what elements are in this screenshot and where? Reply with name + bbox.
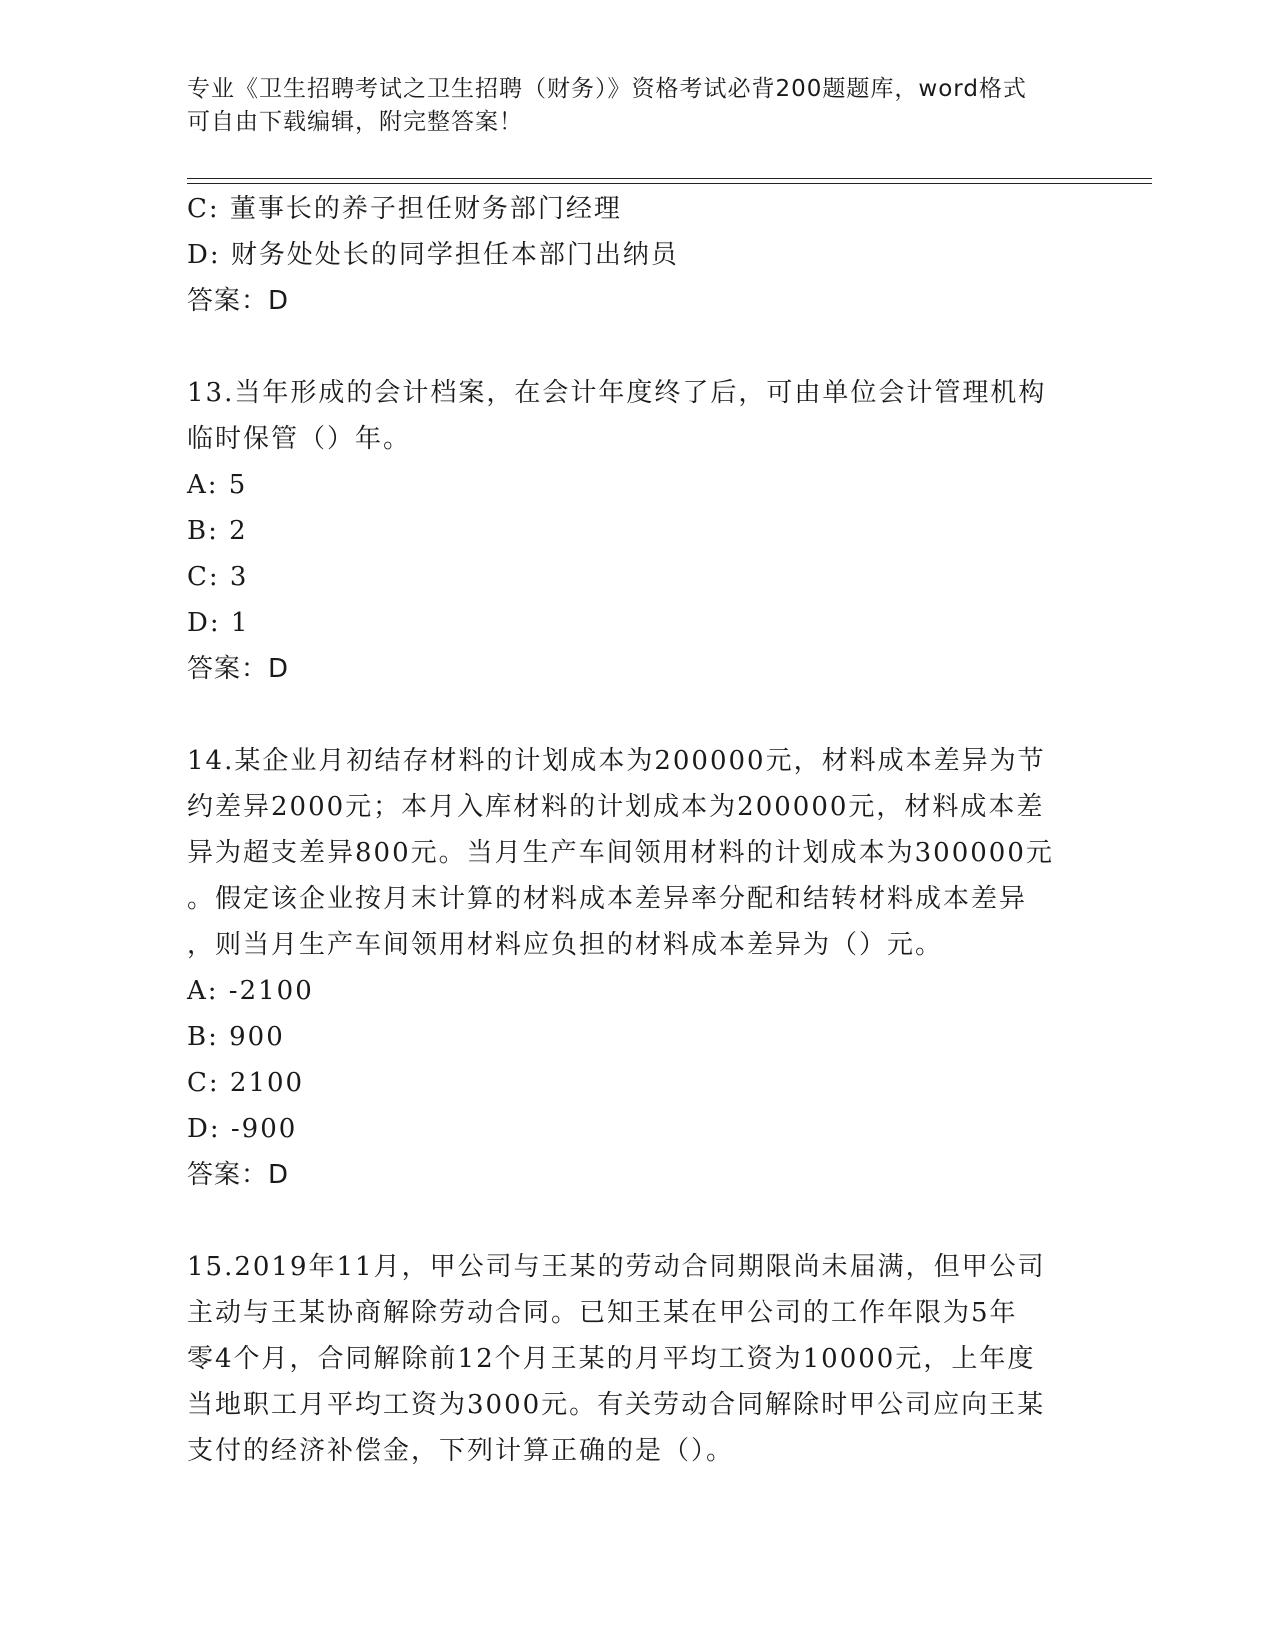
- q14-option-a: A: -2100: [187, 976, 314, 1006]
- spacer: [187, 692, 1087, 738]
- q15-stem-line: 零4个月，合同解除前12个月王某的月平均工资为10000元，上年度: [187, 1344, 1036, 1374]
- q14-option-d: D: -900: [187, 1114, 298, 1144]
- q14-stem-line: 约差异2000元；本月入库材料的计划成本为200000元，材料成本差: [187, 792, 1045, 822]
- q13-stem-line: 13.当年形成的会计档案，在会计年度终了后，可由单位会计管理机构: [187, 378, 1047, 408]
- header-title-line-2: 可自由下载编辑，附完整答案！: [187, 109, 523, 135]
- q14-stem-line: 14.某企业月初结存材料的计划成本为200000元，材料成本差异为节: [187, 746, 1046, 776]
- document-body: [187, 186, 1087, 1474]
- q14-stem-line: 。假定该企业按月末计算的材料成本差异率分配和结转材料成本差异: [187, 884, 1028, 914]
- q13-option-c: C: 3: [187, 562, 249, 592]
- q15-stem-line: 支付的经济补偿金，下列计算正确的是（）。: [187, 1436, 735, 1466]
- q13-stem-line: 临时保管（）年。: [187, 424, 412, 454]
- q13-option-b: B: 2: [187, 516, 248, 546]
- spacer: [187, 324, 1087, 370]
- q14-answer: 答案：D: [187, 1160, 290, 1190]
- page-header: [187, 73, 1067, 139]
- q15-stem-line: 主动与王某协商解除劳动合同。已知王某在甲公司的工作年限为5年: [187, 1298, 1018, 1328]
- header-divider-bottom: [187, 183, 1152, 184]
- q12-answer: 答案：D: [187, 286, 290, 316]
- q14-option-c: C: 2100: [187, 1068, 305, 1098]
- q12-option-c: C: 董事长的养子担任财务部门经理: [187, 194, 622, 224]
- question-13: [187, 370, 1087, 692]
- q14-option-b: B: 900: [187, 1022, 285, 1052]
- q12-option-d: D: 财务处处长的同学担任本部门出纳员: [187, 240, 679, 270]
- q13-option-d: D: 1: [187, 608, 250, 638]
- header-divider-top: [187, 178, 1152, 179]
- question-14: [187, 738, 1087, 1198]
- q13-answer: 答案：D: [187, 654, 290, 684]
- q13-option-a: A: 5: [187, 470, 248, 500]
- q14-stem-line: 异为超支差异800元。当月生产车间领用材料的计划成本为300000元: [187, 838, 1054, 868]
- spacer: [187, 1198, 1087, 1244]
- q14-stem-line: ，则当月生产车间领用材料应负担的材料成本差异为（）元。: [187, 930, 944, 960]
- question-15: [187, 1244, 1087, 1474]
- question-12: [187, 186, 1087, 324]
- q15-stem-line: 当地职工月平均工资为3000元。有关劳动合同解除时甲公司应向王某: [187, 1390, 1046, 1420]
- header-title-line-1: 专业《卫生招聘考试之卫生招聘（财务）》资格考试必背200题题库，word格式: [187, 76, 1027, 102]
- q15-stem-line: 15.2019年11月，甲公司与王某的劳动合同期限尚未届满，但甲公司: [187, 1252, 1046, 1282]
